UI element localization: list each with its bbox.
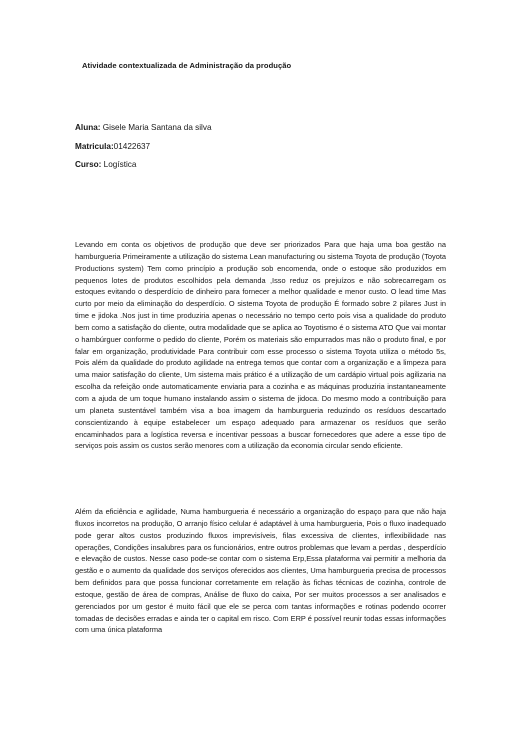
student-name-field: [75, 123, 212, 132]
field-value: Logística: [101, 160, 137, 169]
course-field: [75, 160, 136, 169]
field-label: Matricula:: [75, 142, 114, 151]
field-label: Aluna:: [75, 123, 101, 132]
registration-field: [75, 142, 150, 151]
document-title: Atividade contextualizada de Administração da produção: [82, 61, 292, 70]
paragraph-text: Além da eficiência e agilidade, Numa hamburgueria é necessário a organização do espaço para que não haja fluxos incorretos na produção, O arranjo físico celular é adaptável à uma hamburgueria, Pois o fluxo inadequado pode gerar altos custos produzindo fluxos imprevisíveis, filas excessiva de clientes, inflexibilidade nas operações, Condições insalubres para os funcionários, entre outros problemas que levam a perdas , desperdício e elevação de custos. Nesse caso pode-se contar com o sistema Erp,Essa plataforma vai permitir a melhoria da gestão e o aumento da qualidade dos serviços oferecidos aos clientes, Uma hamburgueria precisa de processos bem definidos para que possa funcionar corretamente em relação às fichas técnicas de cozinha, controle de estoque, gestão de área de compras, Análise de fluxo do caixa, Por ser muitos processos a ser analisados e gerenciados por um gestor é muito fácil que ele se perca com tantas informações e rotinas podendo ocorrer tomadas de decisões erradas e ainda ter o capital em risco. Com ERP é possível reunir todas essas informações com uma única plataforma: [75, 507, 446, 635]
field-value: 01422637: [113, 142, 151, 151]
field-label: Curso:: [75, 160, 102, 169]
paragraph: [75, 506, 446, 636]
paragraph-text: Levando em conta os objetivos de produção que deve ser priorizados Para que haja uma boa gestão na hamburgueria Primeiramente a utilização do sistema Lean manufacturing ou sistema Toyota de produção (Toyota Productions system) Tem como princípio a produção sob encomenda, onde o estoque são produzidos em pequenos lotes de produtos escolhidos pela demanda ,Isso reduz os prejuízos e não sobrecarregam os estoques evitando o desperdício de dinheiro para fornecer a melhor qualidade e menor custo. O lead time Mas curto por meio da eliminação do desperdício. O sistema Toyota de produção É formado sobre 2 pilares Just in time e jidoka .Nos just in time produziria apenas o necessário no tempo certo pois visa a qualidade do produto bem como a satisfação do cliente, outra modalidade que se aplica ao Toyotismo é o sistema ATO Que vai montar o hambúrguer conforme o pedido do cliente, Porém os materiais são empurrados mas não o produto final, e por falar em organização, produtividade Para contribuir com esse processo o sistema Toyota utiliza o método 5s, Pois além da qualidade do produto agilidade na entrega temos que contar com a organização e a limpeza para uma maior satisfação do cliente, Um sistema mais prático é a utilização de um cardápio virtual pois agilizaria na escolha da refeição onde automaticamente enviaria para a cozinha e as máquinas produziria instantaneamente com a ajuda de um toque humano instalando assim o sistema de jidoca. Do mesmo modo a contribuição para um planeta sustentável também visa a boa imagem da hamburgueria reduzindo os resíduos descartado conscientizando à equipe estabelecer um espaço adequado para armazenar os resíduos que serão encaminhados para a logística reversa e incentivar pessoas a buscar fornecedores que adere a esse tipo de serviços pois assim os custos serão menores com a utilização da economia circular sendo eficiente.: [75, 240, 446, 451]
paragraph: [75, 239, 446, 452]
field-value: Gisele Maria Santana da silva: [100, 123, 212, 132]
